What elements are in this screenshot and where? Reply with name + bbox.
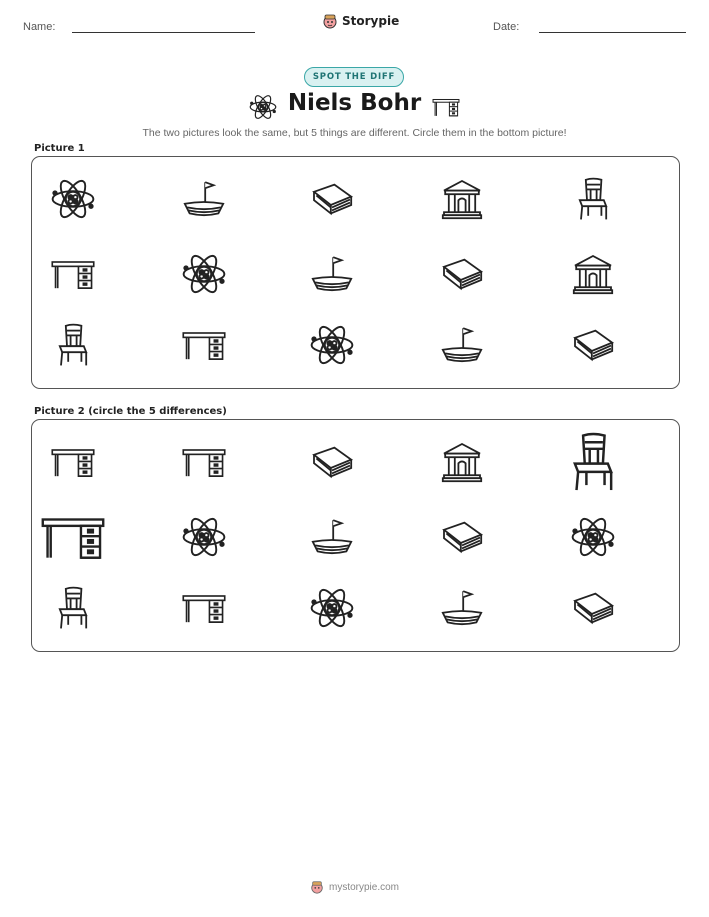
museum-icon bbox=[438, 175, 486, 223]
book-icon[interactable] bbox=[438, 513, 486, 561]
boat-icon bbox=[180, 175, 228, 223]
chair-icon bbox=[49, 321, 97, 369]
boat-icon[interactable] bbox=[438, 584, 486, 632]
book-icon[interactable] bbox=[308, 438, 356, 486]
name-label: Name: bbox=[23, 21, 56, 33]
chair-icon[interactable] bbox=[560, 429, 626, 495]
boat-icon bbox=[308, 250, 356, 298]
brand-logo bbox=[322, 13, 399, 29]
name-line bbox=[72, 32, 255, 33]
desk-icon bbox=[49, 250, 97, 298]
desk-icon[interactable] bbox=[38, 502, 108, 572]
atom-icon[interactable] bbox=[180, 513, 228, 561]
atom-icon[interactable] bbox=[308, 584, 356, 632]
chair-icon[interactable] bbox=[49, 584, 97, 632]
book-icon bbox=[438, 250, 486, 298]
picture1-label: Picture 1 bbox=[34, 143, 85, 154]
atom-icon bbox=[248, 92, 278, 122]
footer-url: mystorypie.com bbox=[328, 881, 399, 893]
atom-icon bbox=[180, 250, 228, 298]
storypie-mascot-icon bbox=[310, 880, 324, 894]
date-label: Date: bbox=[493, 21, 520, 33]
spot-the-diff-badge: SPOT THE DIFF bbox=[304, 67, 404, 87]
picture2-label: Picture 2 (circle the 5 differences) bbox=[34, 406, 227, 417]
footer bbox=[0, 880, 709, 894]
atom-icon[interactable] bbox=[569, 513, 617, 561]
picture1-panel bbox=[31, 156, 680, 389]
instructions-text: The two pictures look the same, but 5 things are different. Circle them in the bottom picture! bbox=[142, 127, 567, 139]
book-icon bbox=[308, 175, 356, 223]
desk-icon[interactable] bbox=[180, 584, 228, 632]
desk-icon[interactable] bbox=[49, 438, 97, 486]
boat-icon bbox=[438, 321, 486, 369]
page-title bbox=[0, 90, 709, 116]
book-icon bbox=[569, 321, 617, 369]
date-line bbox=[539, 32, 686, 33]
book-icon[interactable] bbox=[569, 584, 617, 632]
atom-icon bbox=[49, 175, 97, 223]
boat-icon[interactable] bbox=[308, 513, 356, 561]
desk-icon bbox=[180, 321, 228, 369]
museum-icon bbox=[569, 250, 617, 298]
title-text: Niels Bohr bbox=[287, 90, 422, 116]
picture2-panel[interactable] bbox=[31, 419, 680, 652]
desk-icon[interactable] bbox=[180, 438, 228, 486]
storypie-mascot-icon bbox=[322, 13, 338, 29]
museum-icon[interactable] bbox=[438, 438, 486, 486]
brand-name: Storypie bbox=[342, 14, 400, 28]
chair-icon bbox=[569, 175, 617, 223]
desk-icon bbox=[430, 92, 462, 122]
atom-icon bbox=[308, 321, 356, 369]
